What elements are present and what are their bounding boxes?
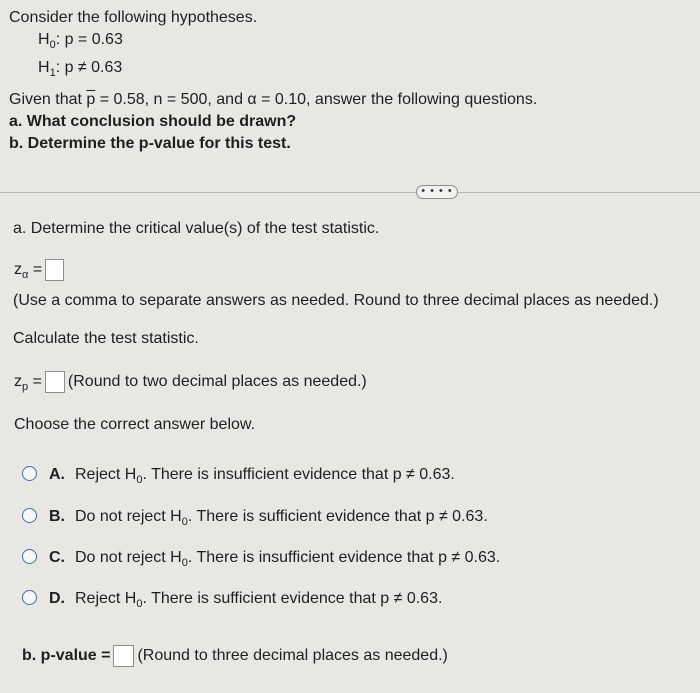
option-letter: D. [49, 590, 65, 607]
z-alpha-row [14, 259, 67, 281]
option-b[interactable] [22, 508, 488, 528]
part-a-question: a. What conclusion should be drawn? [9, 113, 297, 130]
z-alpha-equals: = [32, 261, 43, 279]
option-d[interactable] [22, 590, 442, 610]
option-text-pre: Do not reject H [75, 549, 182, 566]
option-c[interactable] [22, 549, 500, 569]
given-rest: = 0.58, n = 500, and α = 0.10, answer the following questions. [95, 91, 538, 108]
given-values [9, 91, 537, 109]
z-p-subscript: p [22, 381, 29, 394]
option-text-post: . There is sufficient evidence that p ≠ 0.63. [187, 508, 488, 525]
z-alpha-label: z [14, 261, 22, 279]
option-subscript: 0 [136, 598, 143, 610]
radio-icon[interactable] [22, 466, 37, 481]
null-hypothesis [38, 31, 123, 51]
option-letter: A. [49, 466, 65, 483]
p-value-row [22, 645, 448, 667]
choose-prompt: Choose the correct answer below. [14, 416, 256, 433]
critical-value-prompt: a. Determine the critical value(s) of the test statistic. [13, 220, 380, 237]
section-divider [0, 192, 700, 193]
option-subscript: 0 [181, 516, 188, 528]
critical-value-input[interactable] [45, 259, 64, 281]
h1-subscript: 1 [49, 67, 56, 79]
option-text-post: . There is insufficient evidence that p ≠ 0.63. [187, 549, 501, 566]
radio-icon[interactable] [22, 590, 37, 605]
p-value-label: b. p-value = [22, 647, 111, 665]
h0-label: H [38, 31, 50, 48]
option-letter: C. [49, 549, 65, 566]
h0-statement: : p = 0.63 [55, 31, 123, 48]
expand-question-button[interactable]: • • • • [416, 185, 458, 199]
option-letter: B. [49, 508, 65, 525]
option-text-pre: Reject H [75, 466, 137, 483]
p-bar-symbol: $\overline{p}$ [86, 91, 96, 108]
given-prefix: Given that [9, 91, 87, 108]
option-text-pre: Do not reject H [75, 508, 182, 525]
z-p-equals: = [32, 373, 42, 391]
test-statistic-prompt: Calculate the test statistic. [13, 330, 199, 347]
test-statistic-hint: (Round to two decimal places as needed.) [67, 373, 367, 391]
option-text-post: . There is sufficient evidence that p ≠ 0.63. [142, 590, 443, 607]
z-alpha-subscript: α [22, 269, 29, 282]
p-value-hint: (Round to three decimal places as needed.) [137, 647, 448, 665]
option-subscript: 0 [181, 557, 188, 569]
h1-statement: : p ≠ 0.63 [55, 59, 123, 76]
option-a[interactable] [22, 466, 455, 486]
z-p-row [14, 371, 367, 393]
option-text-pre: Reject H [75, 590, 137, 607]
p-value-input[interactable] [113, 645, 134, 667]
option-text-post: . There is insufficient evidence that p ≠ 0.63. [142, 466, 455, 483]
question-intro: Consider the following hypotheses. [9, 9, 258, 26]
z-p-label: z [14, 373, 22, 391]
radio-icon[interactable] [22, 508, 37, 523]
radio-icon[interactable] [22, 549, 37, 564]
option-subscript: 0 [136, 474, 143, 486]
alternative-hypothesis [38, 59, 122, 79]
part-b-question: b. Determine the p-value for this test. [9, 135, 291, 152]
h0-subscript: 0 [49, 39, 56, 51]
h1-label: H [38, 59, 50, 76]
test-statistic-input[interactable] [45, 371, 65, 393]
critical-value-hint: (Use a comma to separate answers as needed. Round to three decimal places as needed.) [13, 292, 659, 309]
